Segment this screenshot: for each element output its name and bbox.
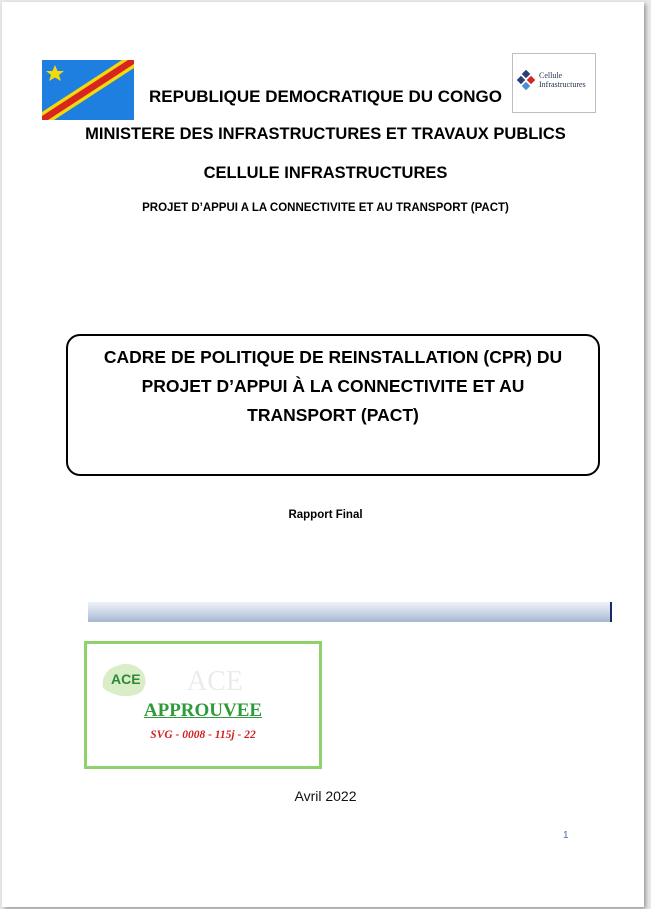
title-line-1: CADRE DE POLITIQUE DE REINSTALLATION (CPR) DU [103, 347, 563, 367]
ace-logo-icon [97, 658, 155, 700]
decorative-gradient-bar [88, 602, 612, 622]
document-title-box [66, 334, 600, 476]
approval-status: APPROUVEE [143, 700, 263, 721]
logo-line-1: Cellule [539, 71, 563, 80]
ministry-heading: MINISTERE DES INFRASTRUCTURES ET TRAVAUX PUBLICS [85, 125, 566, 143]
document-date: Avril 2022 [294, 788, 357, 804]
title-line-2: PROJET D’APPUI À LA CONNECTIVITE ET AU [141, 376, 525, 396]
report-type: Rapport Final [288, 509, 363, 521]
svg-text:ACE: ACE [111, 671, 141, 687]
logo-line-2: Infrastructures [539, 80, 586, 89]
page-number: 1 [563, 830, 569, 841]
country-heading: REPUBLIQUE DEMOCRATIQUE DU CONGO [149, 87, 502, 106]
approval-reference: SVG - 0008 - 115j - 22 [150, 729, 256, 741]
approval-stamp [84, 641, 322, 769]
title-line-3: TRANSPORT (PACT) [247, 405, 419, 425]
stamp-watermark: ACE [187, 666, 243, 697]
project-heading: PROJET D’APPUI A LA CONNECTIVITE ET AU TRANSPORT (PACT) [142, 202, 509, 214]
unit-heading: CELLULE INFRASTRUCTURES [203, 164, 448, 182]
